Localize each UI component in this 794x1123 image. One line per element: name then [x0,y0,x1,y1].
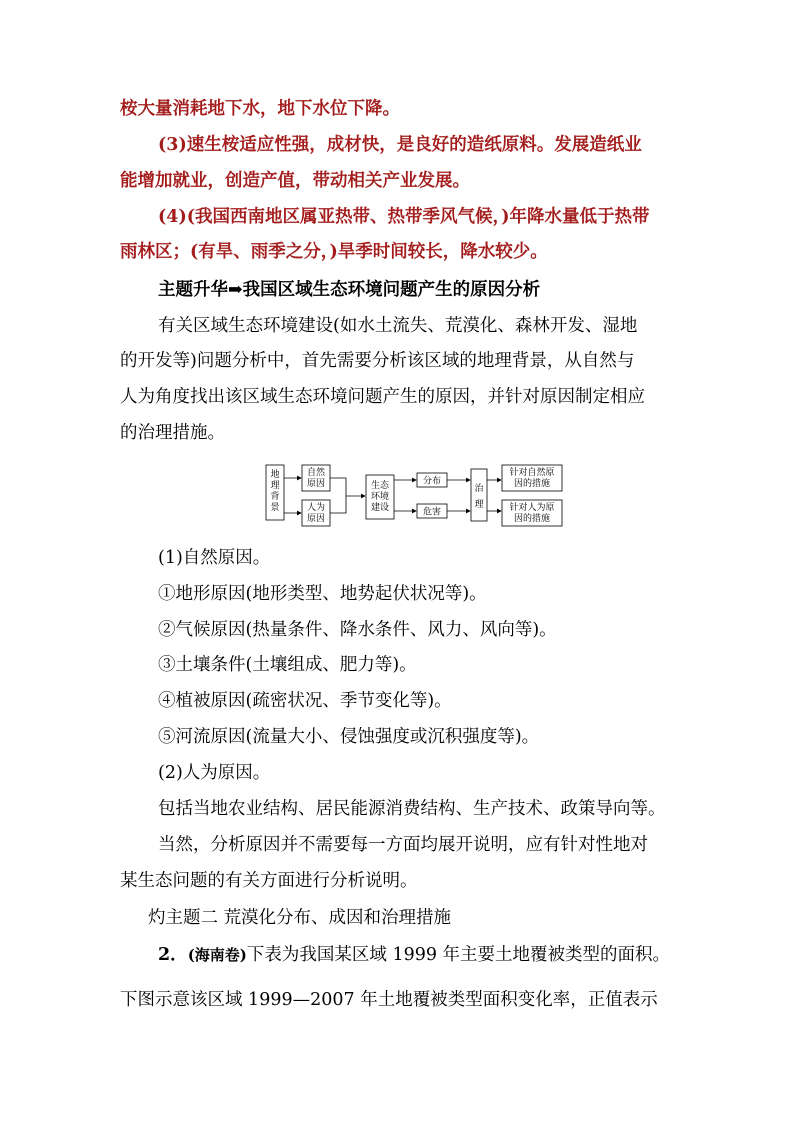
human-cause-description: 包括当地农业结构、居民能源消费结构、生产技术、政策导向等。 [158,799,666,819]
topic-paragraph-line-1: 有关区域生态环境建设(如水土流失、荒漠化、森林开发、湿地 [158,316,638,336]
human-cause-line-1: 人为 [306,503,326,513]
natural-cause-item-1: ①地形原因(地形类型、地势起伏状况等)。 [158,584,487,604]
natural-cause-item-4: ④植被原因(疏密状况、季节变化等)。 [158,691,452,711]
harm-label: 危害 [422,507,442,518]
geo-background-char-1: 地 [270,470,280,480]
human-cause-title: (2)人为原因。 [158,763,271,783]
natural-measure-line-1: 针对自然原 [509,468,555,478]
human-measure-line-1: 针对人为原 [509,503,555,513]
human-measure-line-2: 因的措施 [513,514,551,524]
topic-paragraph-line-3: 人为角度找出该区域生态环境问题产生的原因，并针对原因制定相应 [120,387,645,407]
question-number: 2． [158,945,188,965]
theme-two-title: 主题二 荒漠化分布、成因和治理措施 [165,908,452,928]
bracket-causes [330,478,346,513]
answer-3-line-1: (3)速生桉适应性强，成材快，是良好的造纸原料。发展造纸业 [158,135,642,155]
question-line-1 [158,947,718,965]
governance-char-2: 理 [474,500,484,510]
natural-cause-item-5: ⑤河流原因(流量大小、侵蚀强度或沉积强度等)。 [158,727,540,747]
answer-3-line-2: 能增加就业，创造产值，带动相关产业发展。 [120,171,470,191]
cause-analysis-flowchart [264,463,564,533]
topic-paragraph-line-2: 的开发等)问题分析中，首先需要分析该区域的地理背景，从自然与 [120,351,635,371]
question-text-line-1: 下表为我国某区域 1999 年主要土地覆被类型的面积。 [246,945,671,965]
ecology-line-2: 环境 [370,492,390,502]
question-text-line-2: 下图示意该区域 1999—2007 年土地覆被类型面积变化率，正值表示 [120,990,658,1010]
distribution-label: 分布 [422,476,442,487]
topic-heading: 主题升华➡我国区域生态环境问题产生的原因分析 [158,280,541,300]
note-line-2: 某生态问题的有关方面进行分析说明。 [120,871,418,891]
natural-cause-title: (1)自然原因。 [158,548,271,568]
governance-char-1: 治 [474,484,484,494]
topic-paragraph-line-4: 的治理措施。 [120,423,225,443]
natural-cause-item-2: ②气候原因(热量条件、降水条件、风力、风向等)。 [158,620,557,640]
answer-4-line-1: (4)(我国西南地区属亚热带、热带季风气候，)年降水量低于热带 [158,207,650,227]
geo-background-char-4: 景 [270,503,280,513]
governance-box [471,469,487,521]
question-source: (海南卷) [187,946,247,964]
natural-cause-line-1: 自然 [306,468,326,478]
answer-4-line-2: 雨林区；(有旱、雨季之分，)旱季时间较长，降水较少。 [120,242,548,262]
note-line-1: 当然，分析原因并不需要每一方面均展开说明，应有针对性地对 [158,835,648,855]
answer-line-1: 桉大量消耗地下水，地下水位下降。 [120,99,400,119]
geo-background-char-2: 理 [270,481,280,491]
natural-cause-line-2: 原因 [306,479,326,489]
ecology-line-3: 建设 [370,503,390,513]
ecology-line-1: 生态 [370,481,390,491]
theme-two-heading [148,910,708,928]
natural-measure-line-2: 因的措施 [513,479,551,489]
geo-background-char-3: 背 [270,492,280,502]
natural-cause-item-3: ③土壤条件(土壤组成、肥力等)。 [158,655,417,675]
human-cause-line-2: 原因 [306,514,326,524]
theme-marker: 灼 [148,908,166,928]
